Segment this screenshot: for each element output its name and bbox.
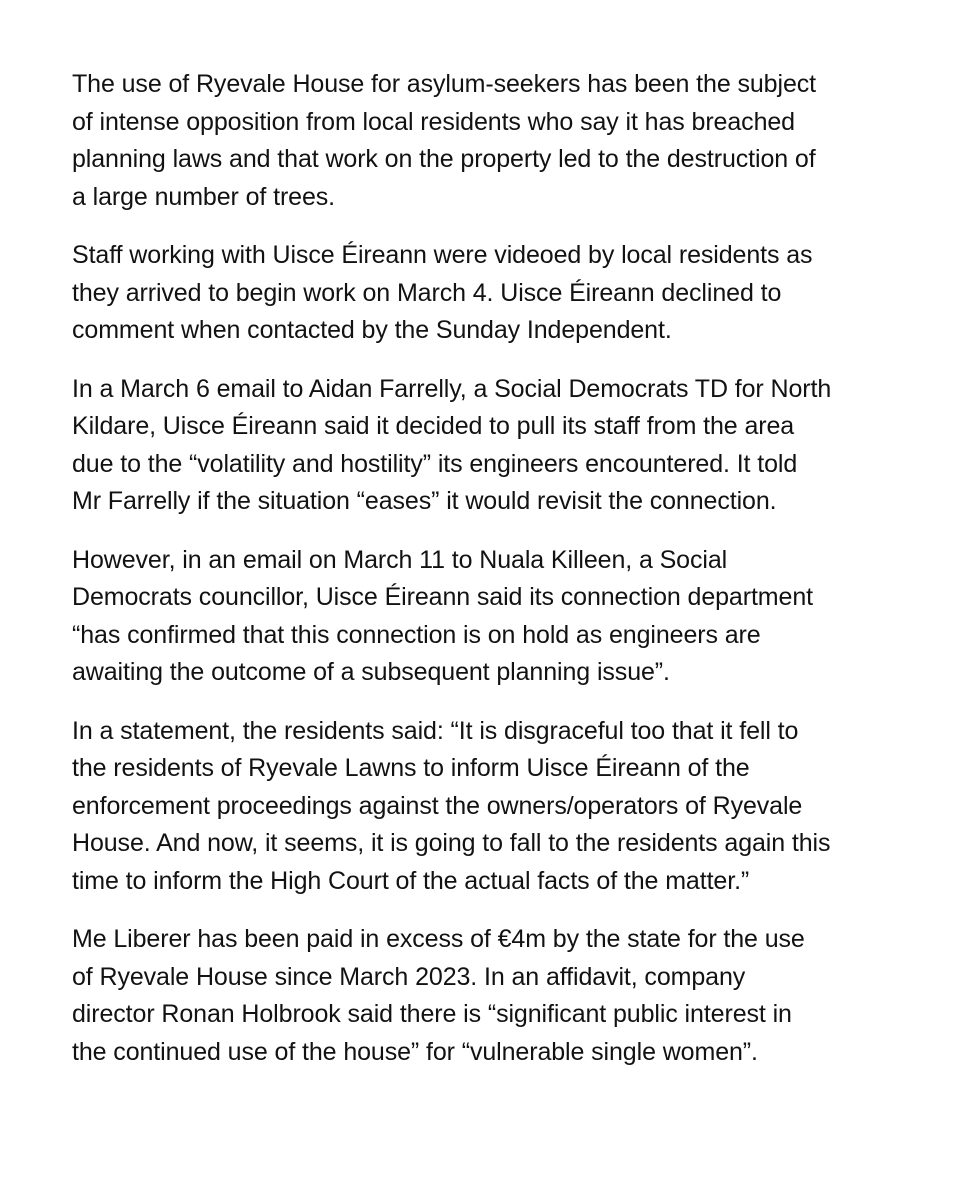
paragraph-line: time to inform the High Court of the actual facts of the matter.” — [72, 866, 750, 895]
paragraph-line: However, in an email on March 11 to Nuala Killeen, a Social — [72, 545, 728, 574]
paragraph-march-6-email — [72, 371, 890, 521]
paragraph-line: they arrived to begin work on March 4. Uisce Éireann declined to — [72, 278, 782, 307]
paragraph-line: Democrats councillor, Uisce Éireann said its connection department — [72, 583, 813, 611]
paragraph-line: awaiting the outcome of a subsequent planning issue”. — [72, 658, 670, 686]
paragraph-line: House. And now, it seems, it is going to fall to the residents again this — [72, 829, 831, 857]
paragraph-march-11-email — [72, 542, 890, 692]
paragraph-line: In a statement, the residents said: “It is disgraceful too that it fell to — [72, 716, 799, 745]
paragraph-line: The use of Ryevale House for asylum-seekers has been the subject — [72, 70, 816, 98]
paragraph-ryevale-opposition — [72, 66, 890, 216]
paragraph-line: enforcement proceedings against the owners/operators of Ryevale — [72, 791, 803, 820]
paragraph-line: comment when contacted by the Sunday Independent. — [72, 316, 672, 344]
paragraph-line: a large number of trees. — [72, 182, 336, 211]
paragraph-line: Kildare, Uisce Éireann said it decided to pull its staff from the area — [72, 412, 795, 440]
paragraph-line: of intense opposition from local residents who say it has breached — [72, 107, 795, 136]
paragraph-line: of Ryevale House since March 2023. In an affidavit, company — [72, 962, 746, 991]
paragraph-line: Staff working with Uisce Éireann were videoed by local residents as — [72, 241, 813, 269]
paragraph-line: “has confirmed that this connection is on hold as engineers are — [72, 620, 761, 649]
paragraph-staff-videoed — [72, 237, 890, 350]
paragraph-line: the residents of Ryevale Lawns to inform Uisce Éireann of the — [72, 754, 750, 782]
paragraph-line: the continued use of the house” for “vulnerable single women”. — [72, 1037, 758, 1066]
paragraph-line: In a March 6 email to Aidan Farrelly, a Social Democrats TD for North — [72, 374, 832, 403]
paragraph-line: Mr Farrelly if the situation “eases” it would revisit the connection. — [72, 487, 777, 515]
paragraph-line: Me Liberer has been paid in excess of €4m by the state for the use — [72, 925, 805, 953]
paragraph-line: planning laws and that work on the property led to the destruction of — [72, 145, 816, 173]
paragraph-residents-statement — [72, 713, 890, 901]
paragraph-line: due to the “volatility and hostility” its engineers encountered. It told — [72, 449, 798, 478]
paragraph-line: director Ronan Holbrook said there is “significant public interest in — [72, 1000, 792, 1028]
paragraph-payments-affidavit — [72, 921, 890, 1071]
